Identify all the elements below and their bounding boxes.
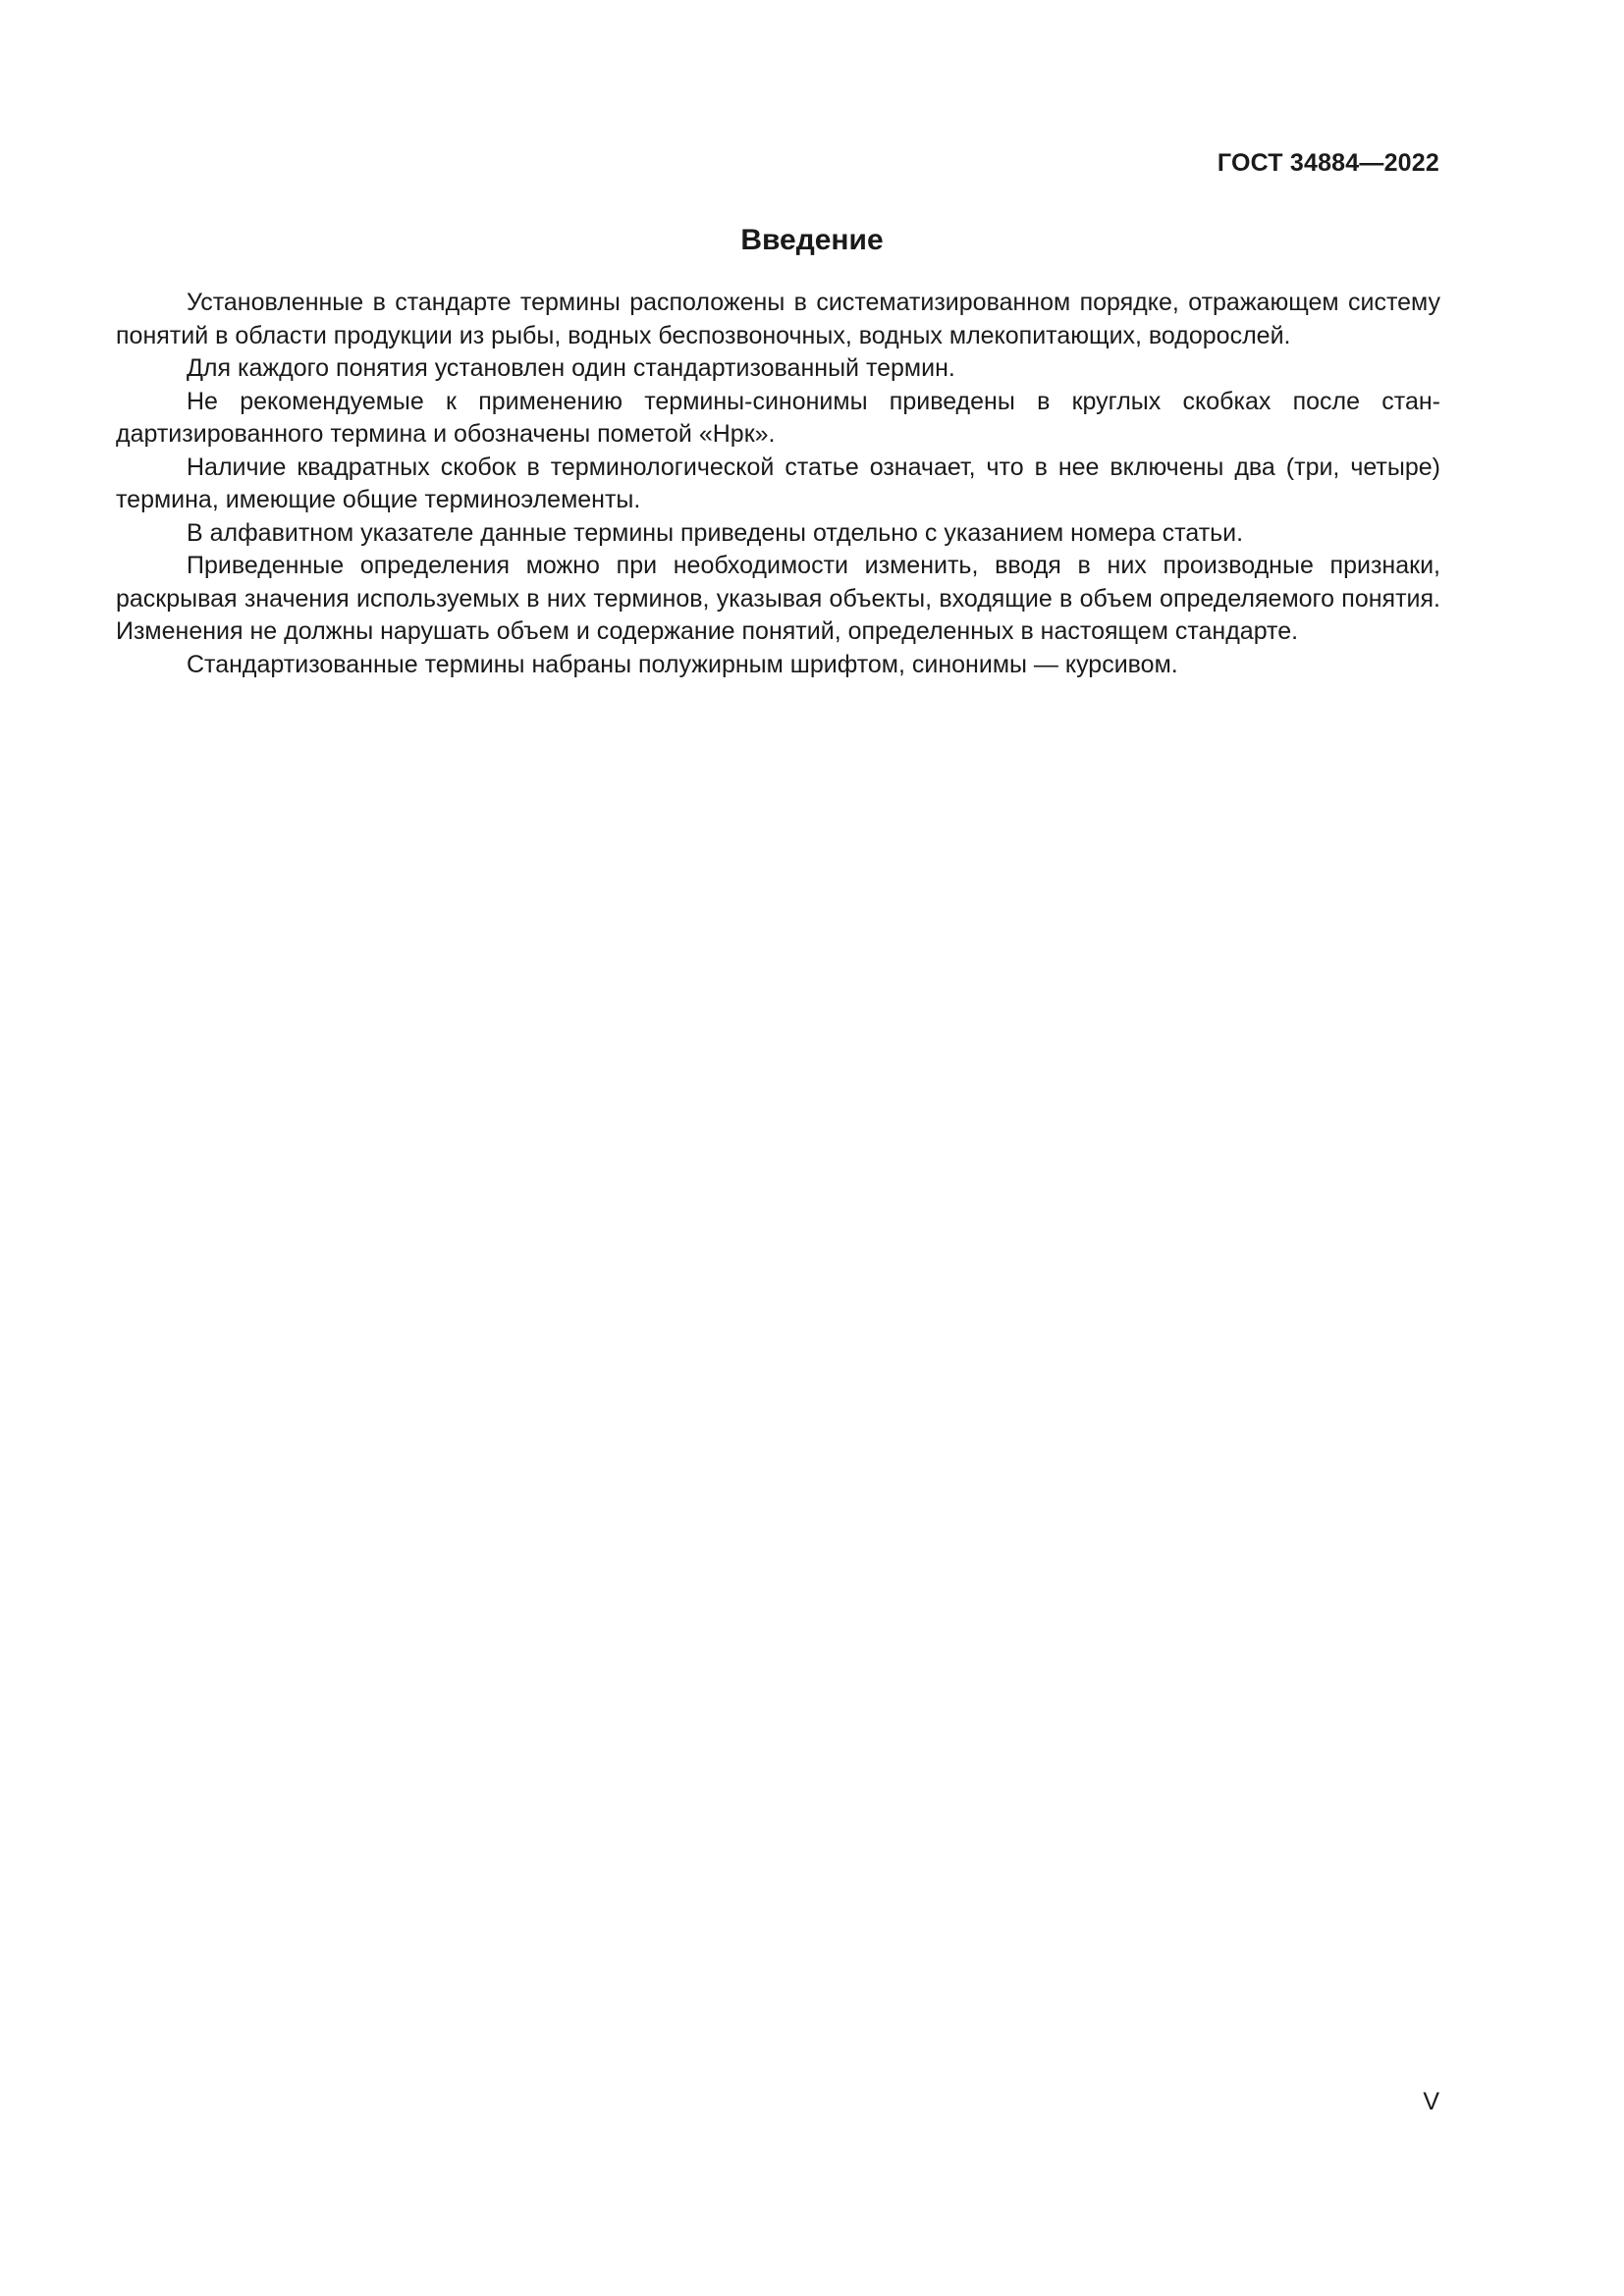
paragraph: Не рекомендуемые к применению термины-синонимы приведены в круглых скобках после стандартизированного термина и обозначены пометой «Нрк». [116, 387, 1440, 448]
paragraph: Для каждого понятия установлен один стандартизованный термин. [187, 354, 955, 382]
paragraph: В алфавитном указателе данные термины приведены отдельно с указанием номера статьи. [187, 518, 1244, 547]
document-code: ГОСТ 34884—2022 [1217, 149, 1439, 177]
paragraph: Установленные в стандарте термины расположены в систематизированном порядке, отражающем систему понятий в области продукции из рыбы, водных беспозвоночных, водных млекопитающих, водорослей. [116, 289, 1440, 349]
paragraph: Стандартизованные термины набраны полужирным шрифтом, синонимы — курсивом. [187, 650, 1178, 678]
section-title: Введение [740, 224, 884, 256]
paragraph: Приведенные определения можно при необходимости изменить, вводя в них производные признаки, раскрывая значения используемых в них терминов, указывая объекты, входящие в объем определяемого понятия. Изменения не должны нарушать объем и содержание понятий, определенных в настоящем стандарте. [116, 552, 1440, 645]
section-body [116, 287, 1440, 681]
paragraph: Наличие квадратных скобок в терминологической статье означает, что в нее включены два (три, четыре) термина, имеющие общие терминоэлементы. [116, 453, 1440, 513]
page-number: V [1423, 2088, 1439, 2115]
